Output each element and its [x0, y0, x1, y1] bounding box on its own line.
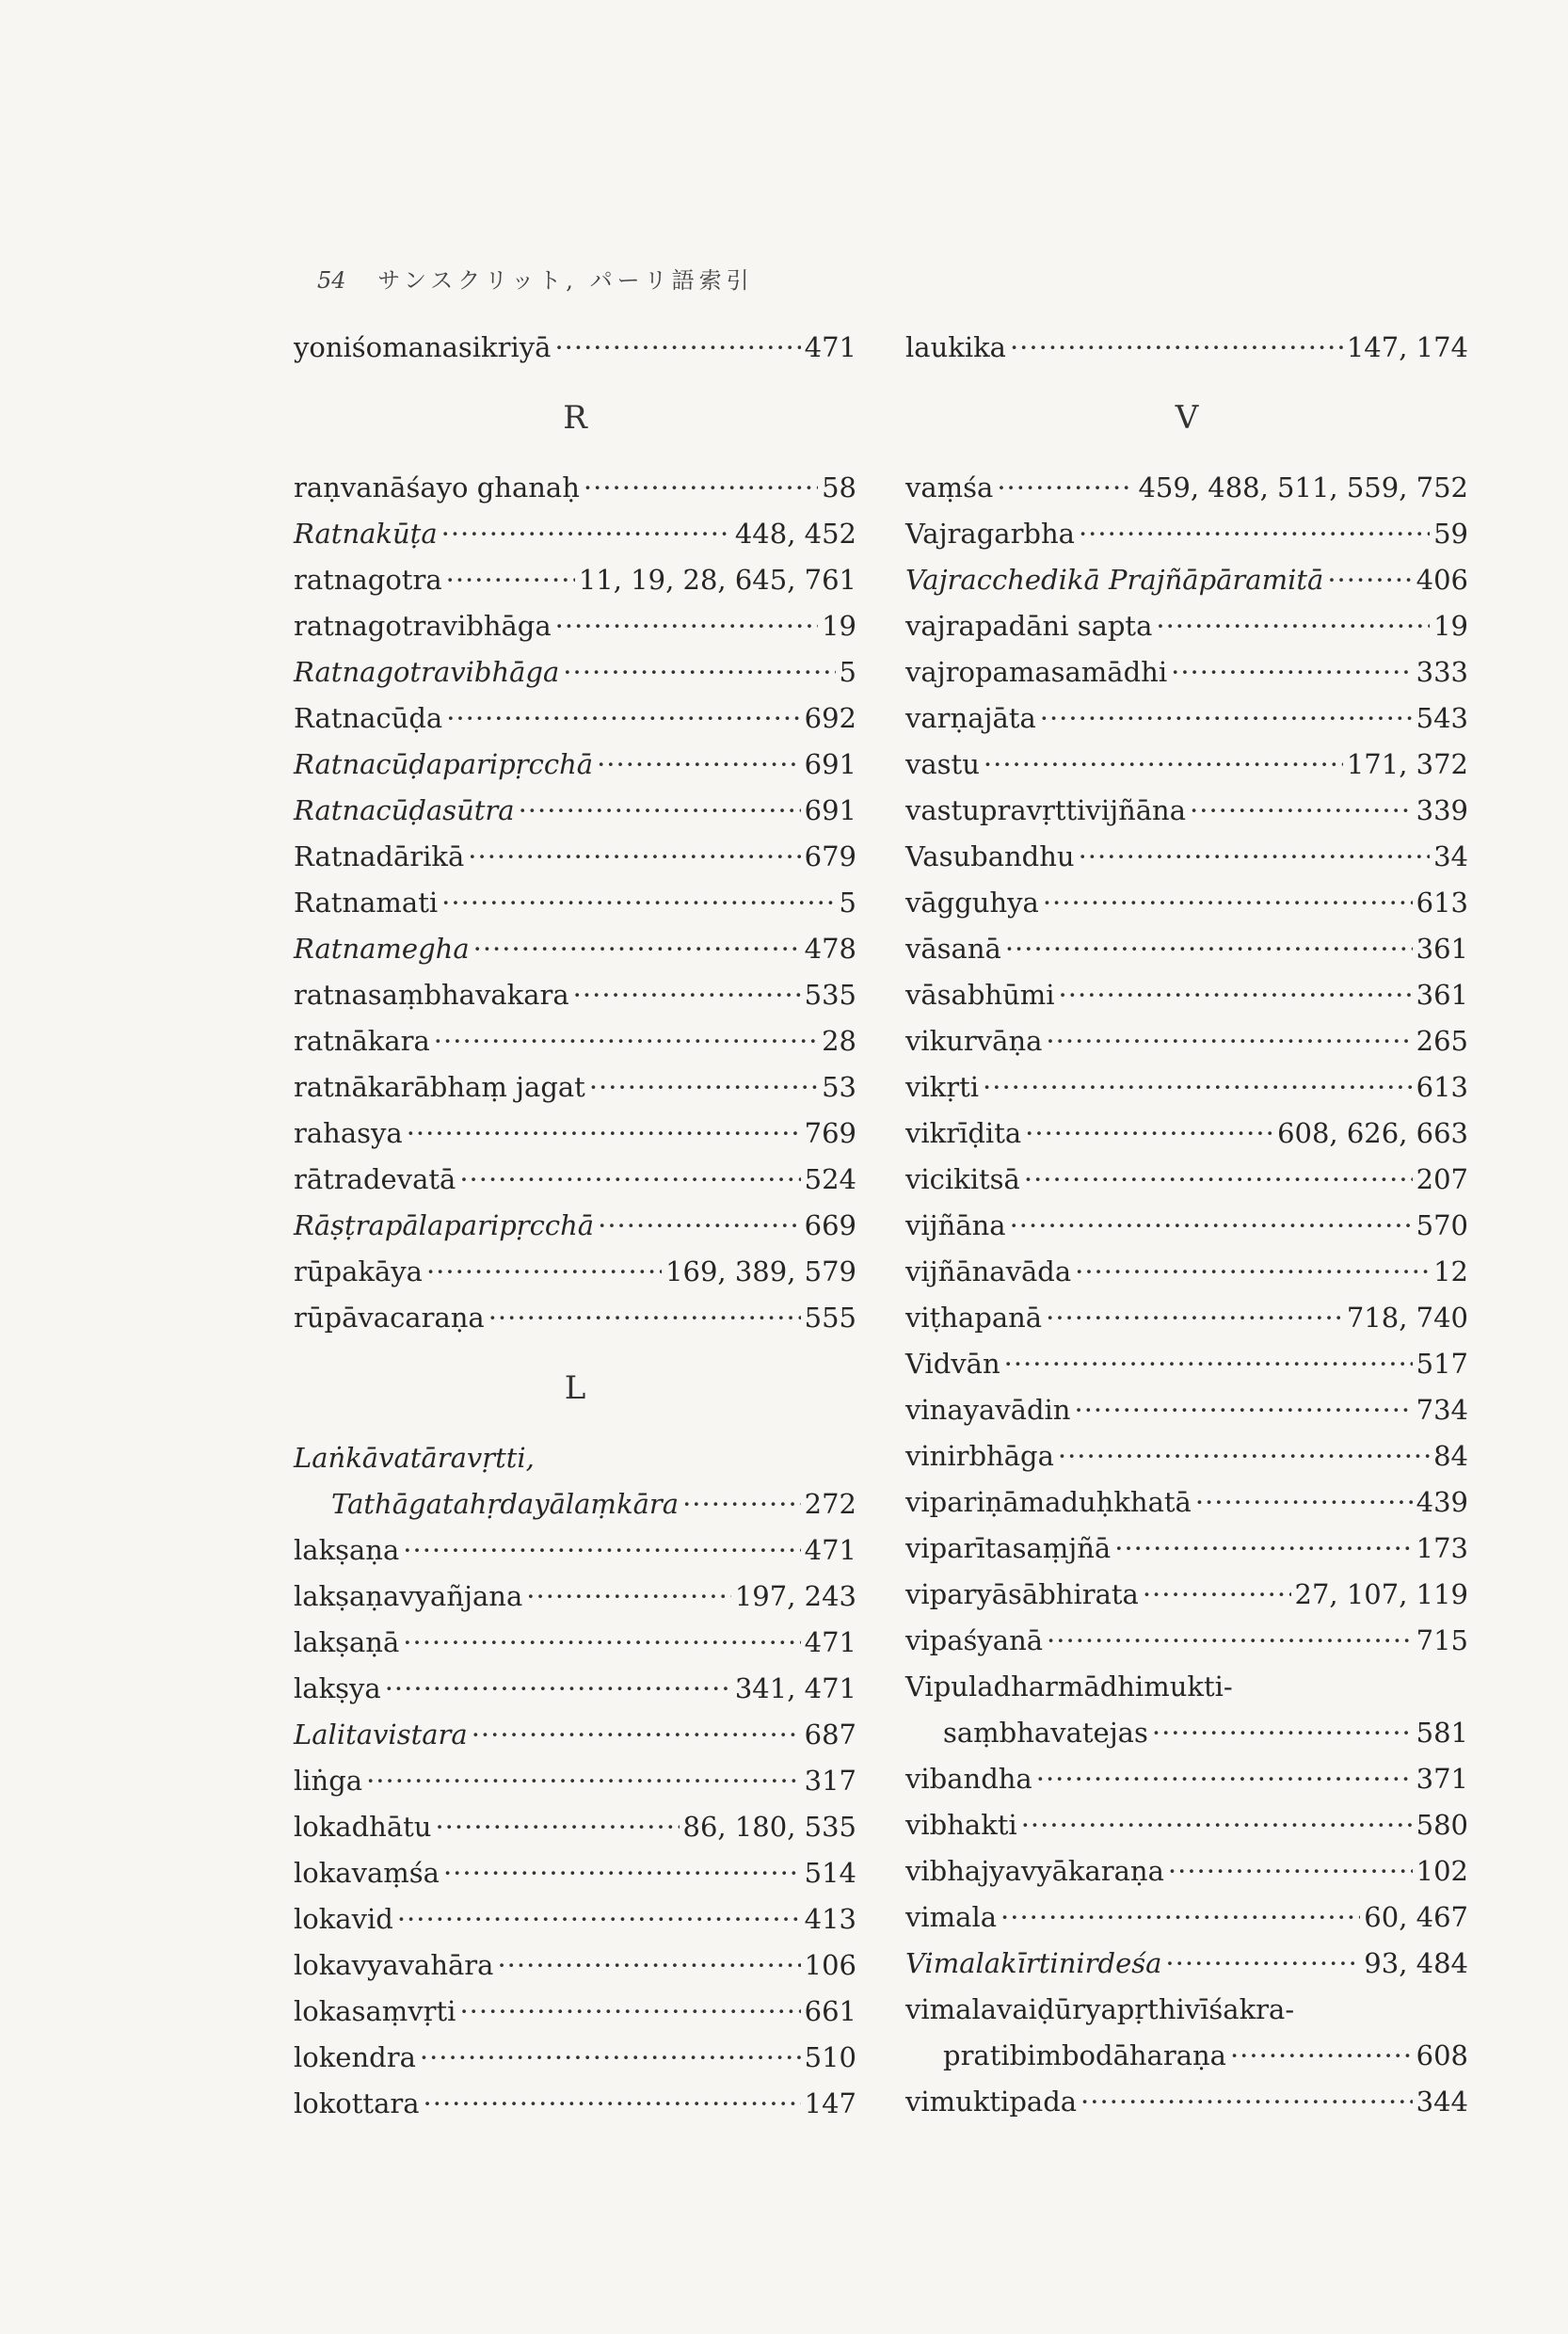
index-term: lokendra	[294, 2041, 416, 2073]
page-refs: 147	[804, 2087, 856, 2119]
page-refs: 581	[1416, 1717, 1468, 1749]
index-term: vastu	[905, 748, 980, 780]
index-term: yoniśomanasikriyā	[294, 331, 552, 363]
dot-leader	[397, 1896, 801, 1942]
index-term: viṭhapanā	[905, 1302, 1043, 1334]
page-refs: 478	[804, 933, 856, 965]
index-entry	[294, 972, 856, 1018]
index-entry	[294, 325, 856, 371]
page-refs: 543	[1416, 702, 1468, 734]
index-entry	[905, 1433, 1468, 1479]
index-term: Ratnacūḍa	[294, 702, 443, 734]
index-entry	[294, 603, 856, 649]
index-entry	[905, 1249, 1468, 1295]
dot-leader	[1114, 1526, 1412, 1572]
index-entry	[905, 1064, 1468, 1111]
index-entry	[294, 1666, 856, 1712]
v-entry-list	[905, 465, 1468, 1664]
page-refs: 691	[804, 748, 856, 780]
page-refs: 448, 452	[734, 518, 856, 550]
page-refs: 535	[804, 979, 856, 1011]
dot-leader	[488, 1295, 801, 1341]
index-entry	[905, 1894, 1468, 1941]
dot-leader	[997, 465, 1134, 511]
index-term: liṅga	[294, 1765, 363, 1797]
page-refs: 53	[822, 1071, 856, 1103]
index-term: Vimalakīrtinirdeśa	[905, 1947, 1162, 1979]
index-term: vicikitsā	[905, 1163, 1020, 1195]
index-entry	[294, 926, 856, 972]
dot-leader	[1195, 1479, 1413, 1526]
dot-leader	[1171, 649, 1413, 695]
index-term: rahasya	[294, 1117, 403, 1149]
index-term: Vasubandhu	[905, 840, 1075, 872]
index-term: ratnasaṃbhavakara	[294, 979, 569, 1011]
dot-leader	[1059, 972, 1413, 1018]
index-entry	[294, 1620, 856, 1666]
index-entry	[905, 972, 1468, 1018]
index-term: pratibimbodāharaṇa	[943, 2039, 1226, 2071]
index-term: Ratnadārikā	[294, 840, 465, 872]
index-entry	[905, 557, 1468, 603]
dot-leader	[1143, 1572, 1291, 1618]
index-entry	[294, 880, 856, 926]
dot-leader	[984, 742, 1343, 788]
page-refs: 272	[804, 1488, 856, 1520]
page-refs: 510	[804, 2041, 856, 2073]
dot-leader	[426, 1249, 662, 1295]
dot-leader	[1024, 1157, 1413, 1203]
dot-leader	[1010, 1203, 1413, 1249]
index-entry	[905, 1802, 1468, 1848]
page-refs: 439	[1416, 1486, 1468, 1518]
index-term: vibhakti	[905, 1809, 1017, 1841]
dot-leader	[435, 1804, 679, 1850]
index-term: vijñānavāda	[905, 1255, 1072, 1287]
dot-leader	[1075, 1387, 1413, 1433]
index-term: lokavid	[294, 1903, 393, 1935]
dot-leader	[1079, 834, 1431, 880]
index-term: vijñāna	[905, 1209, 1006, 1241]
dot-leader	[555, 603, 818, 649]
dot-leader	[441, 511, 731, 557]
right-first-entry	[905, 325, 1468, 371]
dot-leader	[473, 926, 801, 972]
index-term: varṇajāta	[905, 702, 1036, 734]
index-entry	[294, 1804, 856, 1850]
page-refs: 459, 488, 511, 559, 752	[1138, 472, 1468, 504]
index-term: lakṣaṇavyañjana	[294, 1580, 523, 1612]
dot-leader	[1190, 788, 1413, 834]
section-heading-v: V	[1175, 399, 1199, 437]
index-entry	[905, 1111, 1468, 1157]
page-refs: 371	[1416, 1763, 1468, 1795]
index-entry	[905, 880, 1468, 926]
page-refs: 679	[804, 840, 856, 872]
index-term: vimuktipada	[905, 2086, 1078, 2118]
index-entry	[294, 742, 856, 788]
index-term: vibandha	[905, 1763, 1032, 1795]
continuation-line: Vipuladharmādhimukti-	[905, 1671, 1233, 1703]
index-term: vinayavādin	[905, 1394, 1071, 1426]
dot-leader	[366, 1758, 801, 1804]
index-entry	[294, 1295, 856, 1341]
index-entry	[905, 695, 1468, 742]
index-entry	[905, 1157, 1468, 1203]
page-refs: 517	[1416, 1348, 1468, 1380]
index-entry	[905, 511, 1468, 557]
index-entry	[294, 1574, 856, 1620]
index-term: raṇvanāśayo ghanaḥ	[294, 472, 580, 504]
page-refs: 58	[822, 472, 856, 504]
dot-leader	[554, 325, 800, 371]
section-heading-r: R	[563, 399, 587, 437]
index-term: lokavyavahāra	[294, 1949, 494, 1981]
dot-leader	[459, 1989, 800, 2035]
index-term: ratnākarābhaṃ jagat	[294, 1071, 585, 1103]
dot-leader	[1046, 1018, 1412, 1064]
index-entry	[905, 1203, 1468, 1249]
index-entry	[294, 511, 856, 557]
page-refs: 197, 243	[734, 1580, 856, 1612]
page-refs: 60, 467	[1364, 1901, 1468, 1933]
page-refs: 692	[804, 702, 856, 734]
page-refs: 11, 19, 28, 645, 761	[578, 564, 856, 596]
page-refs: 169, 389, 579	[665, 1255, 856, 1287]
dot-leader	[1046, 1295, 1343, 1341]
index-entry	[294, 788, 856, 834]
page-refs: 361	[1416, 933, 1468, 965]
index-term: ratnagotravibhāga	[294, 610, 552, 642]
dot-leader	[420, 2035, 801, 2081]
index-term: Ratnamegha	[294, 933, 470, 965]
dot-leader	[1075, 1249, 1430, 1295]
dot-leader	[983, 1064, 1413, 1111]
index-term: ratnākara	[294, 1025, 430, 1057]
v-entry-list-2	[905, 1710, 1468, 1987]
index-entry	[294, 1942, 856, 1989]
page-refs: 524	[804, 1163, 856, 1195]
page-refs: 341, 471	[734, 1672, 856, 1704]
dot-leader	[441, 880, 835, 926]
index-term: ratnagotra	[294, 564, 442, 596]
dot-leader	[1004, 1341, 1413, 1387]
index-term: laukika	[905, 331, 1006, 363]
index-entry	[905, 2033, 1468, 2079]
dot-leader	[407, 1111, 801, 1157]
index-entry	[294, 649, 856, 695]
index-term: Vajragarbha	[905, 518, 1075, 550]
page-refs: 5	[839, 887, 856, 919]
index-entry	[905, 1710, 1468, 1756]
v-entry-list-3	[905, 2033, 1468, 2125]
page-refs: 28	[822, 1025, 856, 1057]
index-entry	[294, 1481, 856, 1527]
page-refs: 27, 107, 119	[1294, 1578, 1468, 1610]
index-entry	[294, 2081, 856, 2127]
index-entry	[905, 1941, 1468, 1987]
page-refs: 661	[804, 1995, 856, 2027]
page-refs: 687	[804, 1719, 856, 1750]
page-refs: 361	[1416, 979, 1468, 1011]
index-term: lokottara	[294, 2087, 420, 2119]
page-refs: 333	[1416, 656, 1468, 688]
index-entry	[905, 788, 1468, 834]
dot-leader	[1010, 325, 1343, 371]
page-refs: 718, 740	[1346, 1302, 1468, 1334]
index-term: vaṃśa	[905, 472, 994, 504]
page-refs: 173	[1416, 1532, 1468, 1564]
page-refs: 339	[1416, 794, 1468, 826]
page-refs: 471	[804, 1626, 856, 1658]
index-term: rūpakāya	[294, 1255, 423, 1287]
dot-leader	[443, 1850, 801, 1896]
page-refs: 5	[839, 656, 856, 688]
index-entry	[905, 2079, 1468, 2125]
dot-leader	[403, 1527, 800, 1574]
page-refs: 19	[822, 610, 856, 642]
dot-leader	[446, 557, 575, 603]
index-term: Ratnacūḍasūtra	[294, 794, 515, 826]
index-entry	[294, 1527, 856, 1574]
page-refs: 84	[1433, 1440, 1468, 1472]
dot-leader	[1168, 1848, 1413, 1894]
dot-leader	[1000, 1894, 1360, 1941]
dot-leader	[1005, 926, 1413, 972]
dot-leader	[526, 1574, 731, 1620]
page-refs: 471	[804, 331, 856, 363]
page-refs: 734	[1416, 1394, 1468, 1426]
index-entry	[294, 1896, 856, 1942]
left-column	[294, 325, 856, 2127]
dot-leader	[589, 1064, 818, 1111]
page-refs: 106	[804, 1949, 856, 1981]
page-refs: 344	[1416, 2086, 1468, 2118]
index-term: vikṛti	[905, 1071, 980, 1103]
index-term: vikrīḍita	[905, 1117, 1022, 1149]
dot-leader	[497, 1942, 800, 1989]
index-term: lakṣaṇa	[294, 1534, 400, 1566]
dot-leader	[598, 1203, 801, 1249]
dot-leader	[1230, 2033, 1413, 2079]
index-term: Ratnagotravibhāga	[294, 656, 560, 688]
index-term: vikurvāṇa	[905, 1025, 1043, 1057]
continuation-line: vimalavaiḍūryapṛthivīśakra-	[905, 1993, 1295, 2025]
page-refs: 608, 626, 663	[1277, 1117, 1468, 1149]
index-term: Ratnakūṭa	[294, 518, 438, 550]
index-entry	[905, 1018, 1468, 1064]
page-refs: 669	[804, 1209, 856, 1241]
dot-leader	[472, 1712, 801, 1758]
index-term: lokadhātu	[294, 1811, 432, 1843]
dot-leader	[1058, 1433, 1430, 1479]
page-refs: 691	[804, 794, 856, 826]
page-refs: 413	[804, 1903, 856, 1935]
index-term: lakṣaṇā	[294, 1626, 400, 1658]
index-entry	[294, 1249, 856, 1295]
dot-leader	[385, 1666, 731, 1712]
index-entry	[905, 1848, 1468, 1894]
index-term: vipariṇāmaduḥkhatā	[905, 1486, 1192, 1518]
index-term: Lalitavistara	[294, 1719, 468, 1750]
page-refs: 171, 372	[1346, 748, 1468, 780]
page-refs: 34	[1433, 840, 1468, 872]
index-entry	[905, 1479, 1468, 1526]
dot-leader	[1036, 1756, 1413, 1802]
page-refs: 570	[1416, 1209, 1468, 1241]
index-entry	[294, 1758, 856, 1804]
section-heading-l: L	[564, 1369, 586, 1407]
index-term: lokasaṃvṛti	[294, 1995, 456, 2027]
index-term: viparītasaṃjñā	[905, 1532, 1112, 1564]
index-term: vimala	[905, 1901, 998, 1933]
index-entry	[294, 1989, 856, 2035]
index-term: vinirbhāga	[905, 1440, 1054, 1472]
dot-leader	[1021, 1802, 1413, 1848]
index-term: vastupravṛttivijñāna	[905, 794, 1187, 826]
index-term: lokavaṃśa	[294, 1857, 440, 1889]
index-entry	[294, 1018, 856, 1064]
dot-leader	[1025, 1111, 1273, 1157]
page-refs: 265	[1416, 1025, 1468, 1057]
dot-leader	[446, 695, 800, 742]
dot-leader	[597, 742, 801, 788]
r-entry-list	[294, 465, 856, 1341]
page-refs: 555	[804, 1302, 856, 1334]
index-term: vajropamasamādhi	[905, 656, 1168, 688]
page-refs: 613	[1416, 1071, 1468, 1103]
page-refs: 406	[1416, 564, 1468, 596]
index-term: vibhajyavyākaraṇa	[905, 1855, 1164, 1887]
index-entry	[905, 325, 1468, 371]
dot-leader	[519, 788, 801, 834]
index-term: Vajracchedikā Prajñāpāramitā	[905, 564, 1324, 596]
dot-leader	[1043, 880, 1413, 926]
dot-leader	[1047, 1618, 1413, 1664]
index-entry	[294, 1712, 856, 1758]
dot-leader	[1152, 1710, 1413, 1756]
index-entry	[905, 926, 1468, 972]
index-entry	[294, 1157, 856, 1203]
index-entry	[294, 557, 856, 603]
page-refs: 715	[1416, 1624, 1468, 1656]
index-term: vāsabhūmi	[905, 979, 1055, 1011]
page-refs: 608	[1416, 2039, 1468, 2071]
page-refs: 471	[804, 1534, 856, 1566]
index-entry	[294, 1850, 856, 1896]
page-refs: 514	[804, 1857, 856, 1889]
left-first-entry	[294, 325, 856, 371]
page-number: 54	[317, 267, 346, 294]
index-entry	[905, 834, 1468, 880]
index-entry	[294, 1064, 856, 1111]
index-term: saṃbhavatejas	[943, 1717, 1148, 1749]
index-entry	[905, 742, 1468, 788]
page-title: サンスクリット, パーリ語索引	[377, 267, 754, 294]
dot-leader	[682, 1481, 801, 1527]
index-term: viparyāsābhirata	[905, 1578, 1139, 1610]
index-entry	[294, 2035, 856, 2081]
page-refs: 19	[1433, 610, 1468, 642]
index-entry	[905, 603, 1468, 649]
dot-leader	[584, 465, 818, 511]
index-entry	[905, 1295, 1468, 1341]
page-refs: 59	[1433, 518, 1468, 550]
right-column	[905, 325, 1468, 2125]
dot-leader	[1165, 1941, 1360, 1987]
index-term: vāgguhya	[905, 887, 1039, 919]
dot-leader	[1080, 2079, 1413, 2125]
index-entry	[905, 1618, 1468, 1664]
dot-leader	[468, 834, 800, 880]
page-refs: 317	[804, 1765, 856, 1797]
index-term: Vidvān	[905, 1348, 1000, 1380]
index-entry	[905, 1756, 1468, 1802]
index-entry	[905, 1387, 1468, 1433]
page-refs: 86, 180, 535	[682, 1811, 856, 1843]
index-term: rātradevatā	[294, 1163, 456, 1195]
index-entry	[294, 1111, 856, 1157]
page-refs: 580	[1416, 1809, 1468, 1841]
continuation-line: Laṅkāvatāravṛtti,	[294, 1442, 535, 1474]
dot-leader	[1156, 603, 1430, 649]
index-entry	[294, 695, 856, 742]
index-term: rūpāvacaraṇa	[294, 1302, 485, 1334]
index-entry	[294, 465, 856, 511]
index-term: Tathāgatahṛdayālaṃkāra	[331, 1488, 680, 1520]
dot-leader	[1079, 511, 1430, 557]
index-entry	[905, 649, 1468, 695]
index-entry	[905, 1526, 1468, 1572]
index-term: vajrapadāni sapta	[905, 610, 1153, 642]
page-refs: 207	[1416, 1163, 1468, 1195]
page-refs: 147, 174	[1346, 331, 1468, 363]
index-term: Ratnamati	[294, 887, 439, 919]
dot-leader	[573, 972, 801, 1018]
index-term: vāsanā	[905, 933, 1001, 965]
index-entry	[905, 1572, 1468, 1618]
index-term: Rāṣṭrapālaparipṛcchā	[294, 1209, 595, 1241]
dot-leader	[459, 1157, 800, 1203]
dot-leader	[1327, 557, 1412, 603]
index-term: Ratnacūḍaparipṛcchā	[294, 748, 594, 780]
index-entry	[294, 1203, 856, 1249]
dot-leader	[434, 1018, 818, 1064]
index-entry	[905, 1341, 1468, 1387]
dot-leader	[424, 2081, 801, 2127]
index-entry	[905, 465, 1468, 511]
page-header	[317, 262, 754, 295]
page-refs: 93, 484	[1364, 1947, 1468, 1979]
index-term: lakṣya	[294, 1672, 381, 1704]
dot-leader	[403, 1620, 800, 1666]
dot-leader	[563, 649, 835, 695]
index-entry	[294, 834, 856, 880]
page-refs: 12	[1433, 1255, 1468, 1287]
page-refs: 613	[1416, 887, 1468, 919]
page-refs: 769	[804, 1117, 856, 1149]
l-entry-list	[294, 1481, 856, 2127]
page-refs: 102	[1416, 1855, 1468, 1887]
dot-leader	[1040, 695, 1413, 742]
index-term: vipaśyanā	[905, 1624, 1044, 1656]
